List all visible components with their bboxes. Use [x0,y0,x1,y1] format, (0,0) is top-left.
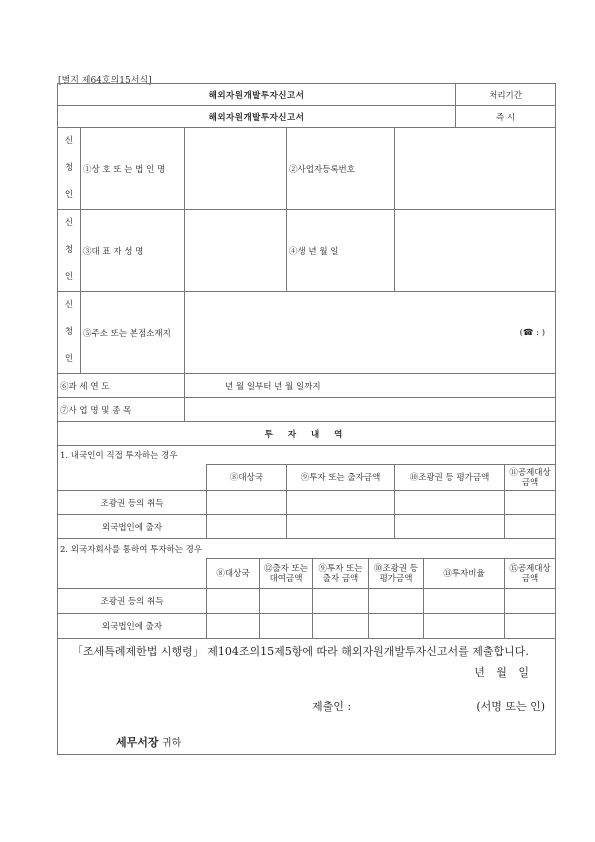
sec2-cell[interactable] [313,614,369,639]
processing-period-value: 즉 시 [456,106,556,128]
sec2-cell[interactable] [207,589,260,614]
address-label: ⑤주소 또는 본점소재지 [81,292,185,374]
sec1-cell[interactable] [395,491,505,515]
business-reg-number-label: ②사업자등록번호 [287,128,395,210]
sec1-header-deductible-amount: ⑪공제대상금액 [505,465,556,491]
submission-statement: 「조세특례제한법 시행령」 제104조의15제5항에 따라 해외자원개발투자신고서를 제출합니다. [72,645,529,658]
sec2-cell[interactable] [260,589,313,614]
sec1-cell[interactable] [287,491,395,515]
phone-field: (☎ : ) [519,327,546,338]
sec1-cell[interactable] [207,491,287,515]
applicant-label: 신 청 인 [58,128,81,210]
birth-date-field[interactable] [395,210,556,292]
sec1-cell[interactable] [505,515,556,539]
business-type-label: ⑦사 업 명 및 종 목 [58,398,185,422]
tax-year-field[interactable]: 년 월 일부터 년 월 일까지 [185,374,556,398]
sec2-cell[interactable] [369,614,424,639]
sec1-cell[interactable] [207,515,287,539]
business-type-field[interactable] [185,398,556,422]
address-field[interactable] [185,292,556,374]
sec1-header-target-country: ⑧대상국 [207,465,287,491]
sec2-cell[interactable] [505,614,556,639]
applicant-label: 신 청 인 [58,292,81,374]
sec1-header-investment-amount: ⑨투자 또는 출자금액 [287,465,395,491]
form-title: 해외자원개발투자신고서 [58,84,456,106]
tax-year-label: ⑥과 세 연 도 [58,374,185,398]
section2-title: 2. 외국자회사를 통하여 투자하는 경우 [58,539,556,559]
tax-report-form [57,83,556,755]
sec2-header-investment-amount: ⑨투자 또는 출자 금액 [313,559,369,589]
sec2-cell[interactable] [424,589,505,614]
investment-details-heading: 투 자 내 역 [58,422,556,446]
recipient-suffix: 귀하 [162,738,182,749]
signature-field[interactable]: (서명 또는 인) [476,700,546,713]
sec2-cell[interactable] [424,614,505,639]
submitter-label: 제출인 : [312,700,352,713]
section1-title: 1. 내국인이 직접 투자하는 경우 [58,446,556,465]
recipient-office: 세무서장 [116,736,159,749]
sec2-cell[interactable] [313,589,369,614]
representative-name-field[interactable] [185,210,287,292]
company-name-field[interactable] [185,128,287,210]
representative-name-label: ③대 표 자 성 명 [81,210,185,292]
sec2-header-loan-amount: ⑫출자 또는 대여금액 [260,559,313,589]
sec1-header-concession-value: ⑩조광권 등 평가금액 [395,465,505,491]
sec2-cell[interactable] [260,614,313,639]
submission-date[interactable]: 년 월 일 [474,666,530,679]
company-name-label: ①상 호 또 는 법 인 명 [81,128,185,210]
sec1-row-foreign-investment: 외국법인에 출자 [58,515,207,539]
sec2-cell[interactable] [207,614,260,639]
sec2-header-concession-value: ⑩조광권 등 평가금액 [369,559,424,589]
sec2-header-investment-ratio: ⑬투자비율 [424,559,505,589]
sec2-row-concession: 조광권 등의 취득 [58,589,207,614]
processing-period-label: 처리기간 [456,84,556,106]
submission-block [58,639,556,755]
sec1-cell[interactable] [287,515,395,539]
sec1-cell[interactable] [505,491,556,515]
sec2-header-target-country: ⑧대상국 [207,559,260,589]
sec2-row-foreign-investment: 외국법인에 출자 [58,614,207,639]
sec1-row-concession: 조광권 등의 취득 [58,491,207,515]
business-reg-number-field[interactable] [395,128,556,210]
applicant-label: 신 청 인 [58,210,81,292]
form-subtitle: 해외자원개발투자신고서 [58,106,456,128]
form-number-label: [별지 제64호의15서식] [58,76,152,86]
birth-date-label: ④생 년 월 일 [287,210,395,292]
sec2-cell[interactable] [505,589,556,614]
sec2-header-deductible-amount: ⑮공제대상금액 [505,559,556,589]
sec2-cell[interactable] [369,589,424,614]
sec1-cell[interactable] [395,515,505,539]
